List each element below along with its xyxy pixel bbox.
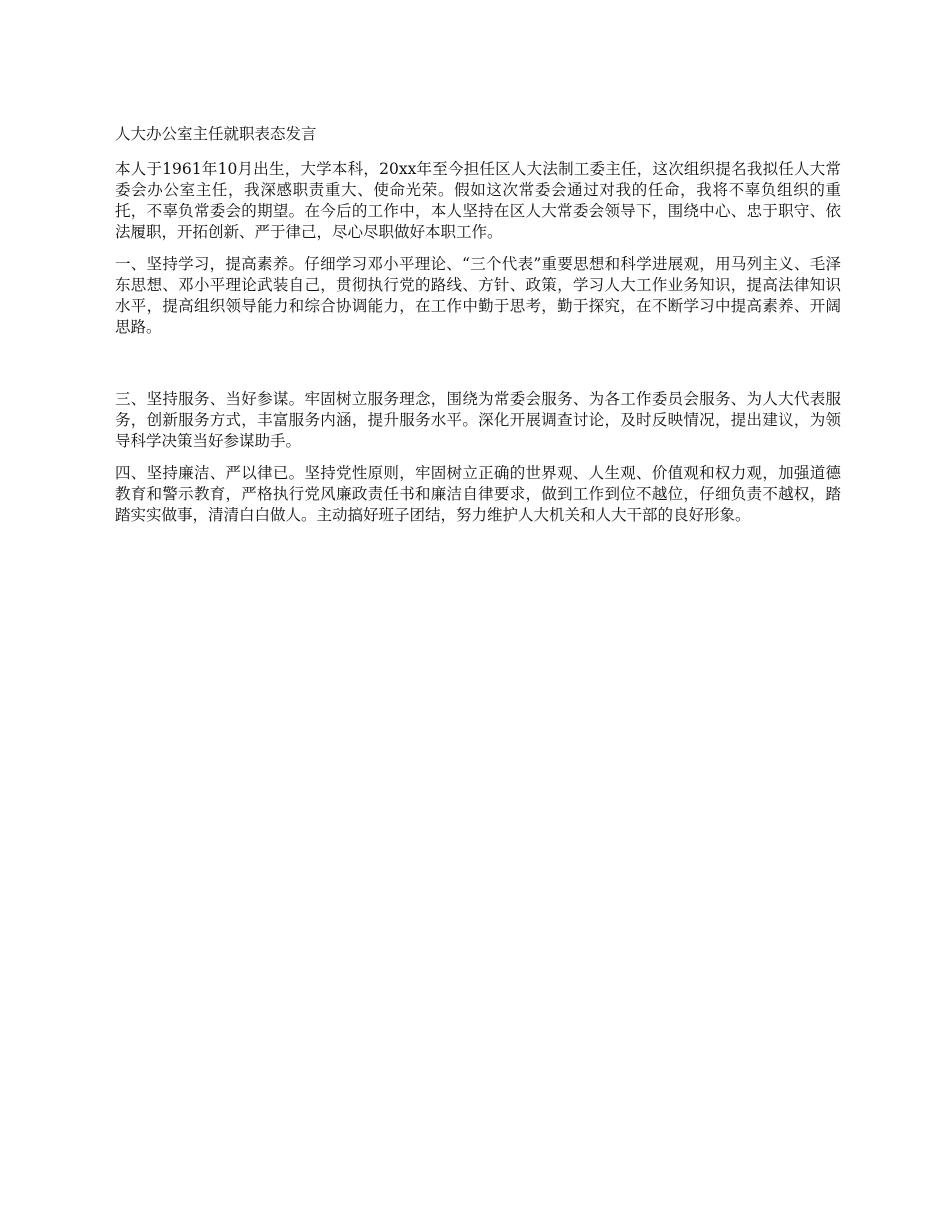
section-service-paragraph: 三、坚持服务、当好参谋。牢固树立服务理念，围绕为常委会服务、为各工作委员会服务、为人大代表服务，创新服务方式，丰富服务内涵，提升服务水平。深化开展调查讨论，及时反映情况，提出建议，为领导科学决策当好参谋助手。 bbox=[115, 390, 841, 450]
document-page bbox=[115, 124, 841, 537]
blank-space bbox=[115, 349, 841, 389]
section-study-paragraph: 一、坚持学习，提高素养。仔细学习邓小平理论、“三个代表”重要思想和科学进展观，用马列主义、毛泽东思想、邓小平理论武装自己，贯彻执行党的路线、方针、政策，学习人大工作业务知识，提高法律知识水平，提高组织领导能力和综合协调能力，在工作中勤于思考，勤于探究，在不断学习中提高素养、开阔思路。 bbox=[115, 255, 841, 336]
intro-paragraph: 本人于1961年10月出生，大学本科，20xx年至今担任区人大法制工委主任，这次组织提名我拟任人大常委会办公室主任，我深感职责重大、使命光荣。假如这次常委会通过对我的任命，我将不辜负组织的重托，不辜负常委会的期望。在今后的工作中，本人坚持在区人大常委会领导下，围绕中心、忠于职守、依法履职，开拓创新、严于律己，尽心尽职做好本职工作。 bbox=[115, 160, 841, 241]
document-title: 人大办公室主任就职表态发言 bbox=[115, 125, 317, 143]
section-integrity-paragraph: 四、坚持廉洁、严以律已。坚持党性原则，牢固树立正确的世界观、人生观、价值观和权力观，加强道德教育和警示教育，严格执行党风廉政责任书和廉洁自律要求，做到工作到位不越位，仔细负责不越权，踏踏实实做事，清清白白做人。主动搞好班子团结，努力维护人大机关和人大干部的良好形象。 bbox=[115, 464, 841, 524]
